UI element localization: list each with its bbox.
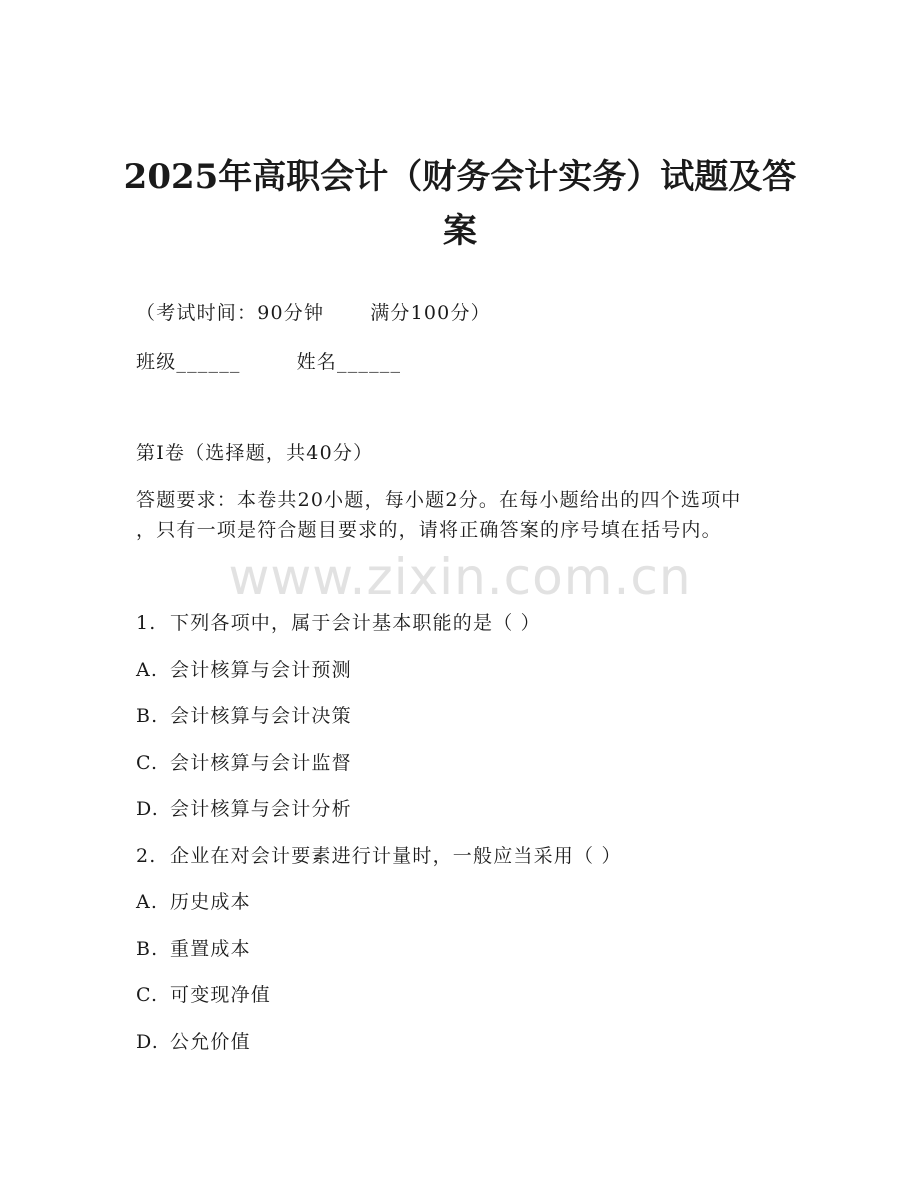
question-1-option-c	[136, 750, 352, 776]
question-text: 下列各项中，属于会计基本职能的是（ ）	[170, 612, 541, 634]
question-number: 1.	[136, 612, 157, 634]
question-1-option-d	[136, 796, 352, 822]
option-letter: A.	[136, 891, 159, 913]
question-text: 企业在对会计要素进行计量时，一般应当采用（ ）	[170, 845, 622, 867]
option-text: 会计核算与会计监督	[170, 752, 352, 774]
instructions-line-2: ，只有一项是符合题目要求的，请将正确答案的序号填在括号内。	[136, 519, 722, 541]
exam-time: （考试时间：90分钟	[136, 302, 325, 324]
option-text: 历史成本	[170, 891, 251, 913]
full-score: 满分100分）	[370, 302, 491, 324]
option-letter: D.	[136, 1031, 159, 1053]
class-field: 班级______	[136, 351, 241, 373]
question-2-option-c	[136, 982, 271, 1008]
option-letter: D.	[136, 798, 159, 820]
option-letter: B.	[136, 938, 159, 960]
instructions-line-1: 答题要求：本卷共20小题，每小题2分。在每小题给出的四个选项中	[136, 489, 742, 511]
name-field: 姓名______	[296, 351, 402, 373]
question-number: 2.	[136, 845, 157, 867]
question-1	[136, 610, 541, 636]
option-letter: A.	[136, 659, 159, 681]
title-line-1: 2025年高职会计（财务会计实务）试题及答	[123, 157, 797, 197]
question-1-option-b	[136, 703, 352, 729]
option-letter: C.	[136, 984, 159, 1006]
student-fields	[136, 349, 401, 375]
option-text: 可变现净值	[170, 984, 272, 1006]
title-line-2: 案	[443, 211, 477, 251]
question-2-option-b	[136, 936, 251, 962]
question-2-option-d	[136, 1029, 251, 1055]
exam-info	[136, 300, 491, 326]
option-text: 重置成本	[170, 938, 251, 960]
option-letter: B.	[136, 705, 159, 727]
option-text: 公允价值	[170, 1031, 251, 1053]
watermark: www.zixin.com.cn	[228, 548, 692, 606]
option-text: 会计核算与会计决策	[170, 705, 352, 727]
option-text: 会计核算与会计分析	[170, 798, 352, 820]
question-2-option-a	[136, 889, 251, 915]
section-title: 第I卷（选择题，共40分）	[136, 442, 374, 464]
option-letter: C.	[136, 752, 159, 774]
question-1-option-a	[136, 657, 352, 683]
question-2	[136, 843, 622, 869]
option-text: 会计核算与会计预测	[170, 659, 352, 681]
document-title	[110, 150, 810, 258]
